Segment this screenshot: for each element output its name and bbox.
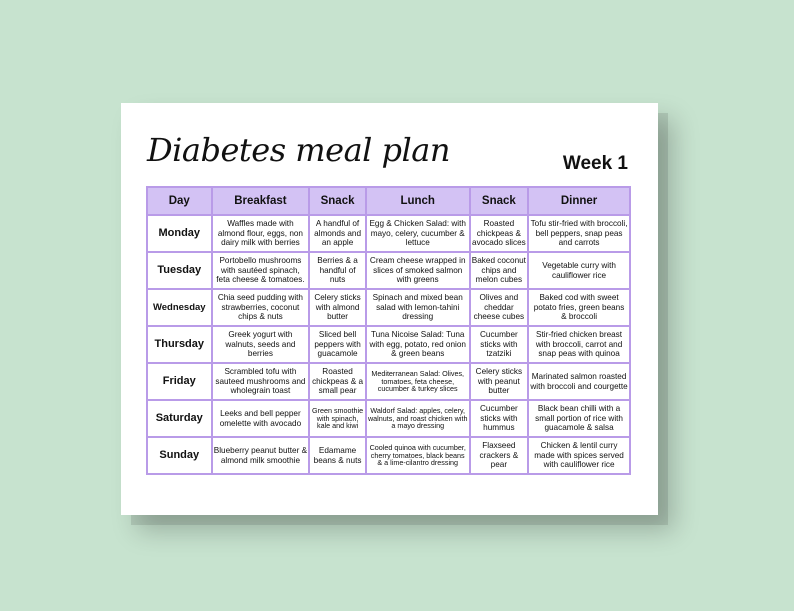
dinner-cell: Black bean chilli with a small portion of rice with guacamole & salsa — [529, 401, 629, 436]
day-cell: Monday — [148, 216, 211, 251]
snack-2-cell: Cucumber sticks with hummus — [471, 401, 527, 436]
page-title: Diabetes meal plan — [147, 131, 450, 169]
lunch-cell: Cooled quinoa with cucumber, cherry tomatoes, black beans & a lime-cilantro dressing — [367, 438, 469, 473]
snack-2-cell: Roasted chickpeas & avocado slices — [471, 216, 527, 251]
day-cell: Friday — [148, 364, 211, 399]
snack-1-cell: Berries & a handful of nuts — [310, 253, 364, 288]
day-cell: Sunday — [148, 438, 211, 473]
lunch-cell: Tuna Nicoise Salad: Tuna with egg, potato, red onion & green beans — [367, 327, 469, 362]
dinner-cell: Stir-fried chicken breast with broccoli, carrot and snap peas with quinoa — [529, 327, 629, 362]
day-cell: Thursday — [148, 327, 211, 362]
column-header-day: Day — [148, 188, 211, 214]
dinner-cell: Vegetable curry with cauliflower rice — [529, 253, 629, 288]
week-label: Week 1 — [562, 153, 628, 174]
snack-2-cell: Baked coconut chips and melon cubes — [471, 253, 527, 288]
snack-2-cell: Celery sticks with peanut butter — [471, 364, 527, 399]
column-header-breakfast: Breakfast — [213, 188, 309, 214]
snack-1-cell: Edamame beans & nuts — [310, 438, 364, 473]
snack-2-cell: Olives and cheddar cheese cubes — [471, 290, 527, 325]
lunch-cell: Spinach and mixed bean salad with lemon-tahini dressing — [367, 290, 469, 325]
table-row — [148, 290, 629, 325]
snack-1-cell: Sliced bell peppers with guacamole — [310, 327, 364, 362]
day-cell: Tuesday — [148, 253, 211, 288]
table-row — [148, 438, 629, 473]
breakfast-cell: Blueberry peanut butter & almond milk smoothie — [213, 438, 309, 473]
snack-1-cell: Roasted chickpeas & a small pear — [310, 364, 364, 399]
column-header-snack-2: Snack — [471, 188, 527, 214]
table-header-row — [148, 188, 629, 214]
meal-plan-sheet — [121, 103, 658, 515]
snack-1-cell: Green smoothie with spinach, kale and kiwi — [310, 401, 364, 436]
table-row — [148, 401, 629, 436]
dinner-cell: Baked cod with sweet potato fries, green beans & broccoli — [529, 290, 629, 325]
breakfast-cell: Leeks and bell pepper omelette with avocado — [213, 401, 309, 436]
breakfast-cell: Scrambled tofu with sauteed mushrooms and wholegrain toast — [213, 364, 309, 399]
lunch-cell: Egg & Chicken Salad: with mayo, celery, cucumber & lettuce — [367, 216, 469, 251]
snack-2-cell: Flaxseed crackers & pear — [471, 438, 527, 473]
lunch-cell: Cream cheese wrapped in slices of smoked salmon with greens — [367, 253, 469, 288]
snack-1-cell: A handful of almonds and an apple — [310, 216, 364, 251]
column-header-dinner: Dinner — [529, 188, 629, 214]
dinner-cell: Chicken & lentil curry made with spices served with cauliflower rice — [529, 438, 629, 473]
meal-plan-table — [146, 186, 631, 475]
table-row — [148, 253, 629, 288]
column-header-lunch: Lunch — [367, 188, 469, 214]
snack-2-cell: Cucumber sticks with tzatziki — [471, 327, 527, 362]
day-cell: Wednesday — [148, 290, 211, 325]
day-cell: Saturday — [148, 401, 211, 436]
dinner-cell: Tofu stir-fried with broccoli, bell peppers, snap peas and carrots — [529, 216, 629, 251]
table-row — [148, 216, 629, 251]
breakfast-cell: Chia seed pudding with strawberries, coconut chips & nuts — [213, 290, 309, 325]
breakfast-cell: Portobello mushrooms with sautéed spinach, feta cheese & tomatoes. — [213, 253, 309, 288]
column-header-snack-1: Snack — [310, 188, 364, 214]
dinner-cell: Marinated salmon roasted with broccoli and courgette — [529, 364, 629, 399]
lunch-cell: Mediterranean Salad: Olives, tomatoes, feta cheese, cucumber & turkey slices — [367, 364, 469, 399]
breakfast-cell: Waffles made with almond flour, eggs, non dairy milk with berries — [213, 216, 309, 251]
table-row — [148, 364, 629, 399]
breakfast-cell: Greek yogurt with walnuts, seeds and berries — [213, 327, 309, 362]
lunch-cell: Waldorf Salad: apples, celery, walnuts, and roast chicken with a mayo dressing — [367, 401, 469, 436]
snack-1-cell: Celery sticks with almond butter — [310, 290, 364, 325]
table-row — [148, 327, 629, 362]
